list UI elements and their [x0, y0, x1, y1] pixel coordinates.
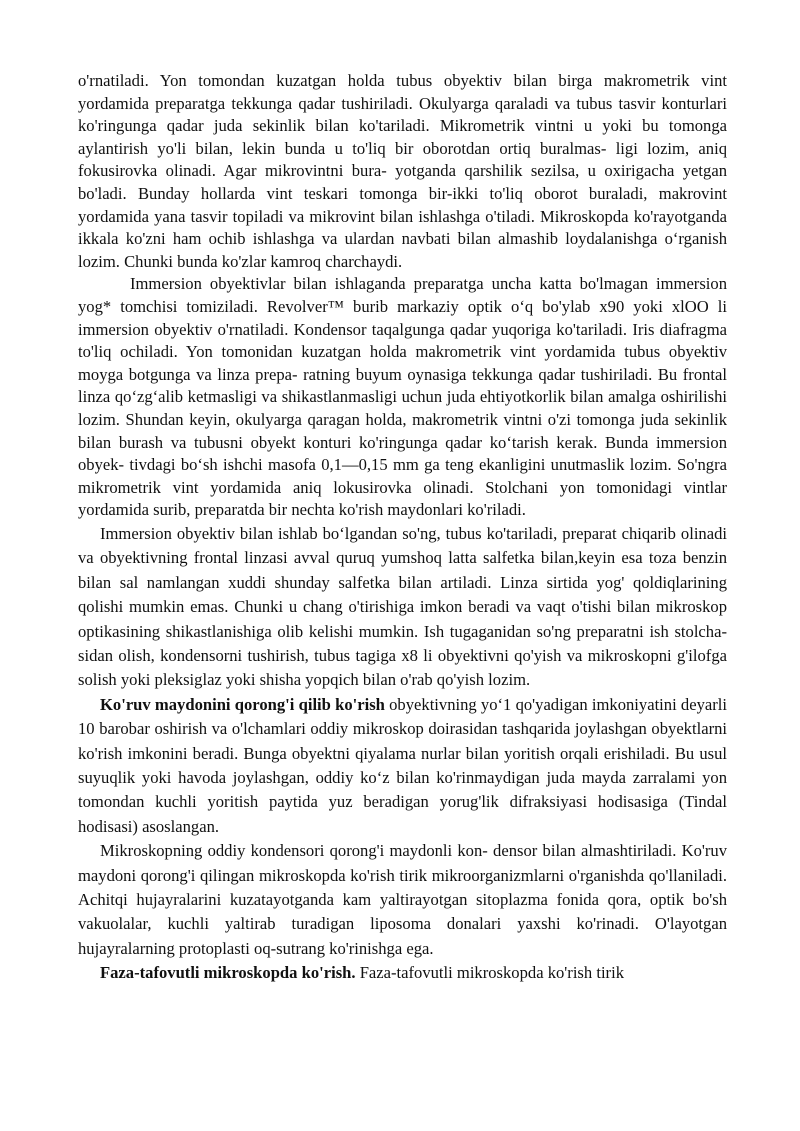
paragraph-after-immersion [78, 522, 727, 693]
section-heading-phase-contrast: Faza-tafovutli mikroskopda ko'rish. [100, 963, 356, 983]
paragraph-text: Immersion obyektiv bilan ishlab boʻlgandan so'ng, tubus ko'tariladi, preparat chiqarib olinadi va obyektivning frontal linzasi avval quruq yumshoq latta salfetka bilan,keyin esa toza benzin bilan sal namlangan xuddi shunday salfetka bilan artiladi. Linza sirtida yog' qoldiqlarining qolishi mumkin emas. Chunki u chang o'tirishiga imkon beradi va vaqt o'tishi bilan mikroskop optikasining shikastlanishiga olib kelishi mumkin. Ish tugaganidan so'ng preparatni ish stolcha- sidan olish, kondensorni tushirish, tubus tagiga x8 li obyektivni qo'yish va mikroskopni g'ilofga solish yoki pleksiglaz yoki shisha yopqich bilan o'rab qo'yish lozim. [78, 523, 727, 690]
paragraph-immersion-objectives [78, 273, 727, 522]
paragraph-text: Mikroskopning oddiy kondensori qorong'i maydonli kon- densor bilan almashtiriladi. Ko'ruv maydoni qorong'i qilingan mikroskopda ko'rish tirik mikroorganizmlarni o'rganishda qo'llaniladi. Achitqi hujayralarini kuzatayotganda kam yaltirayotgan sitoplazma fonida qora, optik bo'sh vakuolalar, kuchli yaltirab turadigan liposoma donalari yaxshi ko'rinadi. O'layotgan hujayralarning protoplasti oq-sutrang ko'rinishga ega. [78, 841, 727, 958]
paragraph-dark-field [78, 693, 727, 839]
paragraph-text: o'rnatiladi. Yon tomondan kuzatgan holda tubus obyektiv bilan birga makrometrik vint yordamida preparatga tekkunga qadar tushiriladi. Okulyarga qaraladi va tubus tasvir konturlari ko'ringunga qadar juda sekinlik bilan ko'tariladi. Mikrometrik vintni u yoki bu tomonga aylantirish yo'li bilan, lekin bunda u to'liq bir oborotdan ortiq buralmas- ligi lozim, aniq fokusirovka olinadi. Agar mikrovintni bura- yotganda qarshilik sezilsa, u oxirigacha yetgan bo'ladi. Bunday hollarda vint teskari tomonga bir-ikki to'liq oborot buraladi, makrovint yordamida yana tasvir topiladi va mikrovint bilan ishlashga o'tiladi. Mikroskopda ko'rayotganda ikkala ko'zni ham ochib ishlashga va ulardan navbati bilan almashib loydalanishga oʻrganish lozim. Chunki bunda ko'zlar kamroq charchaydi. [78, 71, 727, 271]
paragraph-text: Faza-tafovutli mikroskopda ko'rish tirik [355, 963, 624, 983]
paragraph-dark-field-condenser [78, 839, 727, 961]
paragraph-text: obyektivning yoʻ1 qo'yadigan imkoniyatini deyarli 10 barobar oshirish va o'lchamlari oddiy mikroskop doirasidan tashqarida joylashgan obyektlarni ko'rish imkonini beradi. Bunga obyektni qiyalama nurlar bilan yoritish orqali erishiladi. Bu usul suyuqlik yoki havoda joylashgan, oddiy koʻz bilan ko'rinmaydigan juda mayda zarralami yon tomondan kuchli yoritish paytida yuz beradigan yorug'lik difraksiyasi hodisasiga (Tindal hodisasi) asoslangan. [78, 694, 727, 836]
paragraph-focusing [78, 70, 727, 273]
section-heading-dark-field: Ko'ruv maydonini qorong'i qilib ko'rish [100, 694, 385, 714]
paragraph-phase-contrast [78, 961, 727, 985]
paragraph-text: Immersion obyektivlar bilan ishlaganda preparatga uncha katta bo'lmagan immersion yog* tomchisi tomiziladi. Revolver™ burib markaziy optik oʻq bo'ylab x90 yoki xlOO li immersion obyektiv o'rnatiladi. Kondensor taqalgunga qadar yuqoriga ko'tariladi. Iris diafragma to'liq ochiladi. Yon tomonidan kuzatgan holda makrometrik vint yordamida tubus obyektiv moyga botgunga va linza prepa- ratning buyum oynasiga tekkunga qadar tushiriladi. Bu frontal linza qoʻzgʻalib ketmasligi va shikastlanmasligi uchun juda ehtiyotkorlik bilan amalga oshirilishi lozim. Shundan keyin, okulyarga qaragan holda, makrometrik vintni o'zi tomonga juda sekinlik bilan burash va tubusni obyekt konturi ko'ringunga qadar koʻtarish kerak. Bunda immersion obyek- tivdagi boʻsh ishchi masofa 0,1—0,15 mm ga teng ekanligini unutmaslik lozim. So'ngra mikrometrik vint yordamida aniq lokusirovka olinadi. Stolchani yon tomonidagi vintlar yordamida surib, preparatda bir nechta ko'rish maydonlari ko'riladi. [78, 274, 727, 520]
